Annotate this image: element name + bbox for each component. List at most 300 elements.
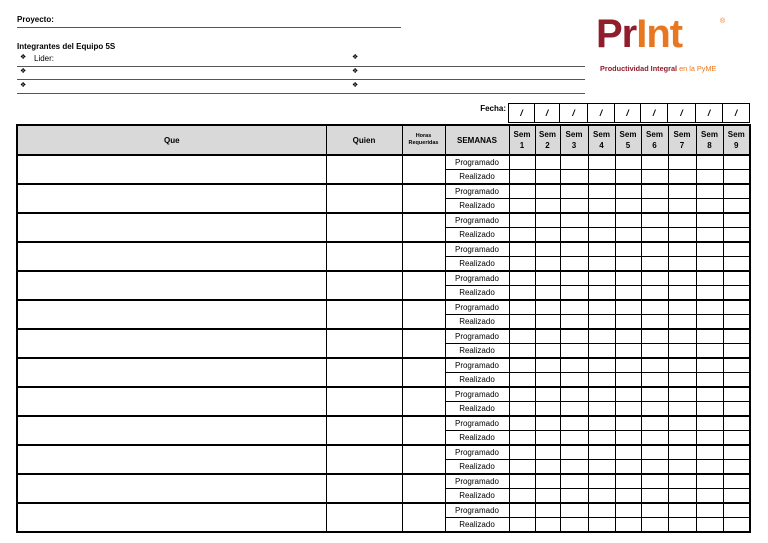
week-cell-2[interactable]	[535, 199, 560, 214]
week-cell-5[interactable]	[615, 358, 641, 373]
week-cell-5[interactable]	[615, 199, 641, 214]
week-cell-3[interactable]	[560, 358, 588, 373]
week-cell-7[interactable]	[668, 286, 696, 301]
week-cell-9[interactable]	[723, 489, 750, 504]
table-row	[17, 242, 750, 257]
week-cell-7[interactable]	[668, 503, 696, 518]
week-cell-6[interactable]	[641, 518, 668, 533]
week-cell-5[interactable]	[615, 213, 641, 228]
header-que: Que	[17, 125, 326, 155]
week-cell-3[interactable]	[560, 373, 588, 388]
proyecto-line[interactable]	[17, 27, 401, 28]
week-cell-5[interactable]	[615, 184, 641, 199]
week-cell-9[interactable]	[723, 242, 750, 257]
week-cell-7[interactable]	[668, 402, 696, 417]
week-cell-2[interactable]	[535, 315, 560, 330]
week-cell-9[interactable]	[723, 445, 750, 460]
week-cell-1[interactable]	[509, 242, 535, 257]
week-cell-2[interactable]	[535, 489, 560, 504]
week-cell-1[interactable]	[509, 170, 535, 185]
fecha-cell-7[interactable]: /	[667, 103, 696, 123]
horas-cell[interactable]	[402, 503, 445, 532]
week-cell-9[interactable]	[723, 228, 750, 243]
week-cell-4[interactable]	[588, 518, 615, 533]
member-line-2[interactable]	[17, 79, 585, 80]
week-cell-5[interactable]	[615, 344, 641, 359]
week-cell-4[interactable]	[588, 213, 615, 228]
table-row	[17, 271, 750, 286]
horas-cell[interactable]	[402, 213, 445, 242]
week-cell-5[interactable]	[615, 402, 641, 417]
week-cell-2[interactable]	[535, 416, 560, 431]
week-cell-2[interactable]	[535, 242, 560, 257]
week-cell-7[interactable]	[668, 242, 696, 257]
week-cell-9[interactable]	[723, 199, 750, 214]
week-cell-3[interactable]	[560, 387, 588, 402]
week-cell-7[interactable]	[668, 170, 696, 185]
realizado-label: Realizado	[445, 373, 509, 388]
week-cell-9[interactable]	[723, 373, 750, 388]
week-cell-7[interactable]	[668, 489, 696, 504]
week-cell-7[interactable]	[668, 213, 696, 228]
week-cell-9[interactable]	[723, 184, 750, 199]
que-cell[interactable]	[17, 300, 326, 329]
week-cell-4[interactable]	[588, 155, 615, 170]
horas-cell[interactable]	[402, 155, 445, 184]
week-cell-3[interactable]	[560, 474, 588, 489]
week-cell-6[interactable]	[641, 489, 668, 504]
week-cell-8[interactable]	[696, 315, 723, 330]
week-cell-1[interactable]	[509, 271, 535, 286]
week-cell-6[interactable]	[641, 402, 668, 417]
week-cell-8[interactable]	[696, 416, 723, 431]
week-cell-9[interactable]	[723, 387, 750, 402]
week-cell-5[interactable]	[615, 228, 641, 243]
week-cell-4[interactable]	[588, 184, 615, 199]
que-cell[interactable]	[17, 445, 326, 474]
week-cell-8[interactable]	[696, 431, 723, 446]
fecha-cell-5[interactable]: /	[614, 103, 641, 123]
week-cell-7[interactable]	[668, 199, 696, 214]
week-cell-3[interactable]	[560, 271, 588, 286]
week-cell-3[interactable]	[560, 155, 588, 170]
week-cell-4[interactable]	[588, 344, 615, 359]
week-cell-1[interactable]	[509, 199, 535, 214]
week-cell-6[interactable]	[641, 503, 668, 518]
week-cell-2[interactable]	[535, 358, 560, 373]
week-cell-1[interactable]	[509, 445, 535, 460]
week-cell-9[interactable]	[723, 518, 750, 533]
week-cell-8[interactable]	[696, 300, 723, 315]
week-cell-8[interactable]	[696, 460, 723, 475]
fecha-cell-1[interactable]: /	[508, 103, 535, 123]
week-cell-8[interactable]	[696, 387, 723, 402]
week-number: 6	[652, 141, 657, 150]
week-cell-6[interactable]	[641, 445, 668, 460]
quien-cell[interactable]	[326, 213, 402, 242]
week-cell-4[interactable]	[588, 416, 615, 431]
week-cell-2[interactable]	[535, 387, 560, 402]
week-cell-3[interactable]	[560, 286, 588, 301]
week-cell-2[interactable]	[535, 329, 560, 344]
week-cell-8[interactable]	[696, 402, 723, 417]
week-cell-8[interactable]	[696, 271, 723, 286]
week-cell-5[interactable]	[615, 300, 641, 315]
week-cell-5[interactable]	[615, 271, 641, 286]
week-cell-8[interactable]	[696, 184, 723, 199]
fecha-cell-8[interactable]: /	[695, 103, 723, 123]
week-cell-8[interactable]	[696, 228, 723, 243]
week-cell-8[interactable]	[696, 329, 723, 344]
week-cell-8[interactable]	[696, 518, 723, 533]
week-cell-4[interactable]	[588, 387, 615, 402]
week-cell-7[interactable]	[668, 184, 696, 199]
week-cell-7[interactable]	[668, 257, 696, 272]
week-cell-2[interactable]	[535, 170, 560, 185]
week-cell-4[interactable]	[588, 503, 615, 518]
plan-table	[16, 124, 751, 533]
week-cell-5[interactable]	[615, 416, 641, 431]
horas-cell[interactable]	[402, 416, 445, 445]
week-cell-6[interactable]	[641, 315, 668, 330]
week-cell-5[interactable]	[615, 460, 641, 475]
week-cell-9[interactable]	[723, 286, 750, 301]
week-cell-6[interactable]	[641, 155, 668, 170]
week-cell-3[interactable]	[560, 184, 588, 199]
week-cell-5[interactable]	[615, 474, 641, 489]
week-cell-3[interactable]	[560, 228, 588, 243]
week-cell-7[interactable]	[668, 228, 696, 243]
quien-cell[interactable]	[326, 358, 402, 387]
header-week-4	[588, 125, 615, 155]
quien-cell[interactable]	[326, 387, 402, 416]
week-cell-2[interactable]	[535, 257, 560, 272]
week-cell-2[interactable]	[535, 445, 560, 460]
week-cell-1[interactable]	[509, 184, 535, 199]
week-cell-4[interactable]	[588, 474, 615, 489]
week-cell-6[interactable]	[641, 213, 668, 228]
week-cell-4[interactable]	[588, 460, 615, 475]
week-cell-5[interactable]	[615, 170, 641, 185]
quien-cell[interactable]	[326, 271, 402, 300]
week-cell-7[interactable]	[668, 329, 696, 344]
week-cell-7[interactable]	[668, 460, 696, 475]
week-cell-9[interactable]	[723, 271, 750, 286]
week-cell-1[interactable]	[509, 329, 535, 344]
week-cell-7[interactable]	[668, 300, 696, 315]
week-cell-9[interactable]	[723, 503, 750, 518]
week-number: 4	[599, 141, 604, 150]
week-cell-2[interactable]	[535, 431, 560, 446]
que-cell[interactable]	[17, 242, 326, 271]
week-cell-6[interactable]	[641, 300, 668, 315]
week-cell-4[interactable]	[588, 300, 615, 315]
week-cell-9[interactable]	[723, 213, 750, 228]
quien-cell[interactable]	[326, 155, 402, 184]
week-cell-3[interactable]	[560, 329, 588, 344]
week-cell-5[interactable]	[615, 257, 641, 272]
week-cell-7[interactable]	[668, 431, 696, 446]
que-cell[interactable]	[17, 387, 326, 416]
fecha-cell-6[interactable]: /	[640, 103, 668, 123]
week-cell-2[interactable]	[535, 271, 560, 286]
horas-cell[interactable]	[402, 300, 445, 329]
week-cell-1[interactable]	[509, 402, 535, 417]
week-cell-9[interactable]	[723, 155, 750, 170]
week-cell-3[interactable]	[560, 489, 588, 504]
week-cell-7[interactable]	[668, 373, 696, 388]
horas-cell[interactable]	[402, 184, 445, 213]
week-cell-9[interactable]	[723, 460, 750, 475]
week-cell-5[interactable]	[615, 329, 641, 344]
week-cell-8[interactable]	[696, 199, 723, 214]
week-cell-5[interactable]	[615, 445, 641, 460]
horas-cell[interactable]	[402, 242, 445, 271]
week-cell-9[interactable]	[723, 344, 750, 359]
week-cell-1[interactable]	[509, 431, 535, 446]
week-cell-9[interactable]	[723, 431, 750, 446]
week-cell-5[interactable]	[615, 155, 641, 170]
que-cell[interactable]	[17, 184, 326, 213]
fecha-cell-9[interactable]: /	[722, 103, 750, 123]
week-cell-7[interactable]	[668, 416, 696, 431]
week-cell-1[interactable]	[509, 155, 535, 170]
week-cell-2[interactable]	[535, 344, 560, 359]
week-cell-1[interactable]	[509, 315, 535, 330]
week-cell-9[interactable]	[723, 358, 750, 373]
week-cell-6[interactable]	[641, 228, 668, 243]
week-cell-5[interactable]	[615, 286, 641, 301]
week-cell-6[interactable]	[641, 358, 668, 373]
lider-label: Lider:	[34, 54, 55, 63]
fecha-cell-4[interactable]: /	[587, 103, 615, 123]
week-cell-3[interactable]	[560, 213, 588, 228]
week-cell-8[interactable]	[696, 474, 723, 489]
week-cell-4[interactable]	[588, 228, 615, 243]
que-cell[interactable]	[17, 503, 326, 532]
week-cell-9[interactable]	[723, 257, 750, 272]
week-cell-6[interactable]	[641, 329, 668, 344]
week-cell-9[interactable]	[723, 329, 750, 344]
week-cell-1[interactable]	[509, 373, 535, 388]
week-cell-7[interactable]	[668, 315, 696, 330]
week-cell-2[interactable]	[535, 286, 560, 301]
que-cell[interactable]	[17, 416, 326, 445]
horas-cell[interactable]	[402, 358, 445, 387]
week-cell-6[interactable]	[641, 416, 668, 431]
week-cell-1[interactable]	[509, 257, 535, 272]
week-cell-6[interactable]	[641, 271, 668, 286]
week-cell-4[interactable]	[588, 431, 615, 446]
week-cell-3[interactable]	[560, 257, 588, 272]
horas-cell[interactable]	[402, 271, 445, 300]
week-cell-2[interactable]	[535, 474, 560, 489]
week-cell-3[interactable]	[560, 170, 588, 185]
week-cell-3[interactable]	[560, 503, 588, 518]
week-cell-2[interactable]	[535, 184, 560, 199]
fecha-cell-3[interactable]: /	[559, 103, 588, 123]
week-cell-6[interactable]	[641, 373, 668, 388]
week-cell-5[interactable]	[615, 431, 641, 446]
week-cell-8[interactable]	[696, 489, 723, 504]
quien-cell[interactable]	[326, 184, 402, 213]
week-cell-9[interactable]	[723, 315, 750, 330]
week-cell-1[interactable]	[509, 286, 535, 301]
quien-cell[interactable]	[326, 474, 402, 503]
week-cell-3[interactable]	[560, 460, 588, 475]
week-cell-7[interactable]	[668, 518, 696, 533]
horas-cell[interactable]	[402, 474, 445, 503]
week-cell-1[interactable]	[509, 300, 535, 315]
week-cell-6[interactable]	[641, 460, 668, 475]
quien-cell[interactable]	[326, 300, 402, 329]
week-cell-8[interactable]	[696, 503, 723, 518]
week-cell-3[interactable]	[560, 431, 588, 446]
week-cell-5[interactable]	[615, 503, 641, 518]
week-cell-1[interactable]	[509, 474, 535, 489]
week-cell-4[interactable]	[588, 199, 615, 214]
week-cell-1[interactable]	[509, 228, 535, 243]
week-cell-6[interactable]	[641, 242, 668, 257]
week-cell-6[interactable]	[641, 199, 668, 214]
week-cell-2[interactable]	[535, 373, 560, 388]
member-line-3[interactable]	[17, 93, 585, 94]
week-cell-3[interactable]	[560, 402, 588, 417]
week-cell-4[interactable]	[588, 257, 615, 272]
week-cell-5[interactable]	[615, 373, 641, 388]
week-cell-2[interactable]	[535, 460, 560, 475]
week-cell-9[interactable]	[723, 170, 750, 185]
que-cell[interactable]	[17, 213, 326, 242]
week-cell-8[interactable]	[696, 358, 723, 373]
week-cell-7[interactable]	[668, 155, 696, 170]
week-cell-1[interactable]	[509, 213, 535, 228]
quien-cell[interactable]	[326, 242, 402, 271]
horas-cell[interactable]	[402, 445, 445, 474]
week-cell-2[interactable]	[535, 155, 560, 170]
week-cell-5[interactable]	[615, 387, 641, 402]
week-cell-7[interactable]	[668, 445, 696, 460]
week-cell-8[interactable]	[696, 242, 723, 257]
week-cell-2[interactable]	[535, 213, 560, 228]
bullet-icon: ❖	[20, 82, 27, 89]
week-cell-4[interactable]	[588, 329, 615, 344]
que-cell[interactable]	[17, 271, 326, 300]
table-row	[17, 329, 750, 344]
week-cell-6[interactable]	[641, 344, 668, 359]
horas-cell[interactable]	[402, 387, 445, 416]
week-cell-6[interactable]	[641, 184, 668, 199]
week-cell-3[interactable]	[560, 300, 588, 315]
week-cell-7[interactable]	[668, 271, 696, 286]
table-row	[17, 387, 750, 402]
week-cell-2[interactable]	[535, 518, 560, 533]
week-cell-2[interactable]	[535, 300, 560, 315]
quien-cell[interactable]	[326, 503, 402, 532]
week-cell-6[interactable]	[641, 387, 668, 402]
fecha-cell-2[interactable]: /	[534, 103, 560, 123]
week-cell-1[interactable]	[509, 387, 535, 402]
week-cell-3[interactable]	[560, 199, 588, 214]
week-cell-9[interactable]	[723, 300, 750, 315]
week-cell-4[interactable]	[588, 489, 615, 504]
week-cell-2[interactable]	[535, 228, 560, 243]
week-cell-7[interactable]	[668, 474, 696, 489]
week-cell-3[interactable]	[560, 242, 588, 257]
week-cell-4[interactable]	[588, 242, 615, 257]
quien-cell[interactable]	[326, 329, 402, 358]
week-cell-1[interactable]	[509, 518, 535, 533]
week-cell-7[interactable]	[668, 358, 696, 373]
week-cell-3[interactable]	[560, 315, 588, 330]
week-cell-3[interactable]	[560, 445, 588, 460]
que-cell[interactable]	[17, 474, 326, 503]
week-cell-3[interactable]	[560, 416, 588, 431]
week-cell-1[interactable]	[509, 489, 535, 504]
week-cell-4[interactable]	[588, 445, 615, 460]
que-cell[interactable]	[17, 155, 326, 184]
week-cell-5[interactable]	[615, 518, 641, 533]
week-cell-9[interactable]	[723, 474, 750, 489]
week-cell-3[interactable]	[560, 518, 588, 533]
week-cell-8[interactable]	[696, 373, 723, 388]
week-cell-8[interactable]	[696, 445, 723, 460]
week-cell-5[interactable]	[615, 242, 641, 257]
programado-label: Programado	[445, 329, 509, 344]
week-cell-2[interactable]	[535, 402, 560, 417]
week-cell-8[interactable]	[696, 344, 723, 359]
week-cell-8[interactable]	[696, 170, 723, 185]
week-cell-8[interactable]	[696, 213, 723, 228]
week-cell-1[interactable]	[509, 344, 535, 359]
week-cell-4[interactable]	[588, 170, 615, 185]
quien-cell[interactable]	[326, 445, 402, 474]
week-cell-6[interactable]	[641, 474, 668, 489]
week-cell-1[interactable]	[509, 358, 535, 373]
week-cell-6[interactable]	[641, 286, 668, 301]
quien-cell[interactable]	[326, 416, 402, 445]
week-cell-8[interactable]	[696, 257, 723, 272]
week-cell-8[interactable]	[696, 286, 723, 301]
week-cell-5[interactable]	[615, 315, 641, 330]
week-cell-2[interactable]	[535, 503, 560, 518]
week-cell-9[interactable]	[723, 416, 750, 431]
week-cell-4[interactable]	[588, 315, 615, 330]
week-cell-1[interactable]	[509, 416, 535, 431]
member-line-1[interactable]	[17, 66, 585, 67]
week-cell-7[interactable]	[668, 387, 696, 402]
week-cell-4[interactable]	[588, 373, 615, 388]
que-cell[interactable]	[17, 329, 326, 358]
week-cell-4[interactable]	[588, 271, 615, 286]
week-cell-4[interactable]	[588, 286, 615, 301]
week-cell-6[interactable]	[641, 431, 668, 446]
week-cell-7[interactable]	[668, 344, 696, 359]
week-cell-6[interactable]	[641, 257, 668, 272]
week-cell-3[interactable]	[560, 344, 588, 359]
realizado-label: Realizado	[445, 170, 509, 185]
que-cell[interactable]	[17, 358, 326, 387]
week-cell-4[interactable]	[588, 358, 615, 373]
week-cell-4[interactable]	[588, 402, 615, 417]
week-cell-5[interactable]	[615, 489, 641, 504]
week-cell-9[interactable]	[723, 402, 750, 417]
week-cell-6[interactable]	[641, 170, 668, 185]
week-cell-1[interactable]	[509, 503, 535, 518]
horas-cell[interactable]	[402, 329, 445, 358]
week-cell-8[interactable]	[696, 155, 723, 170]
week-cell-1[interactable]	[509, 460, 535, 475]
